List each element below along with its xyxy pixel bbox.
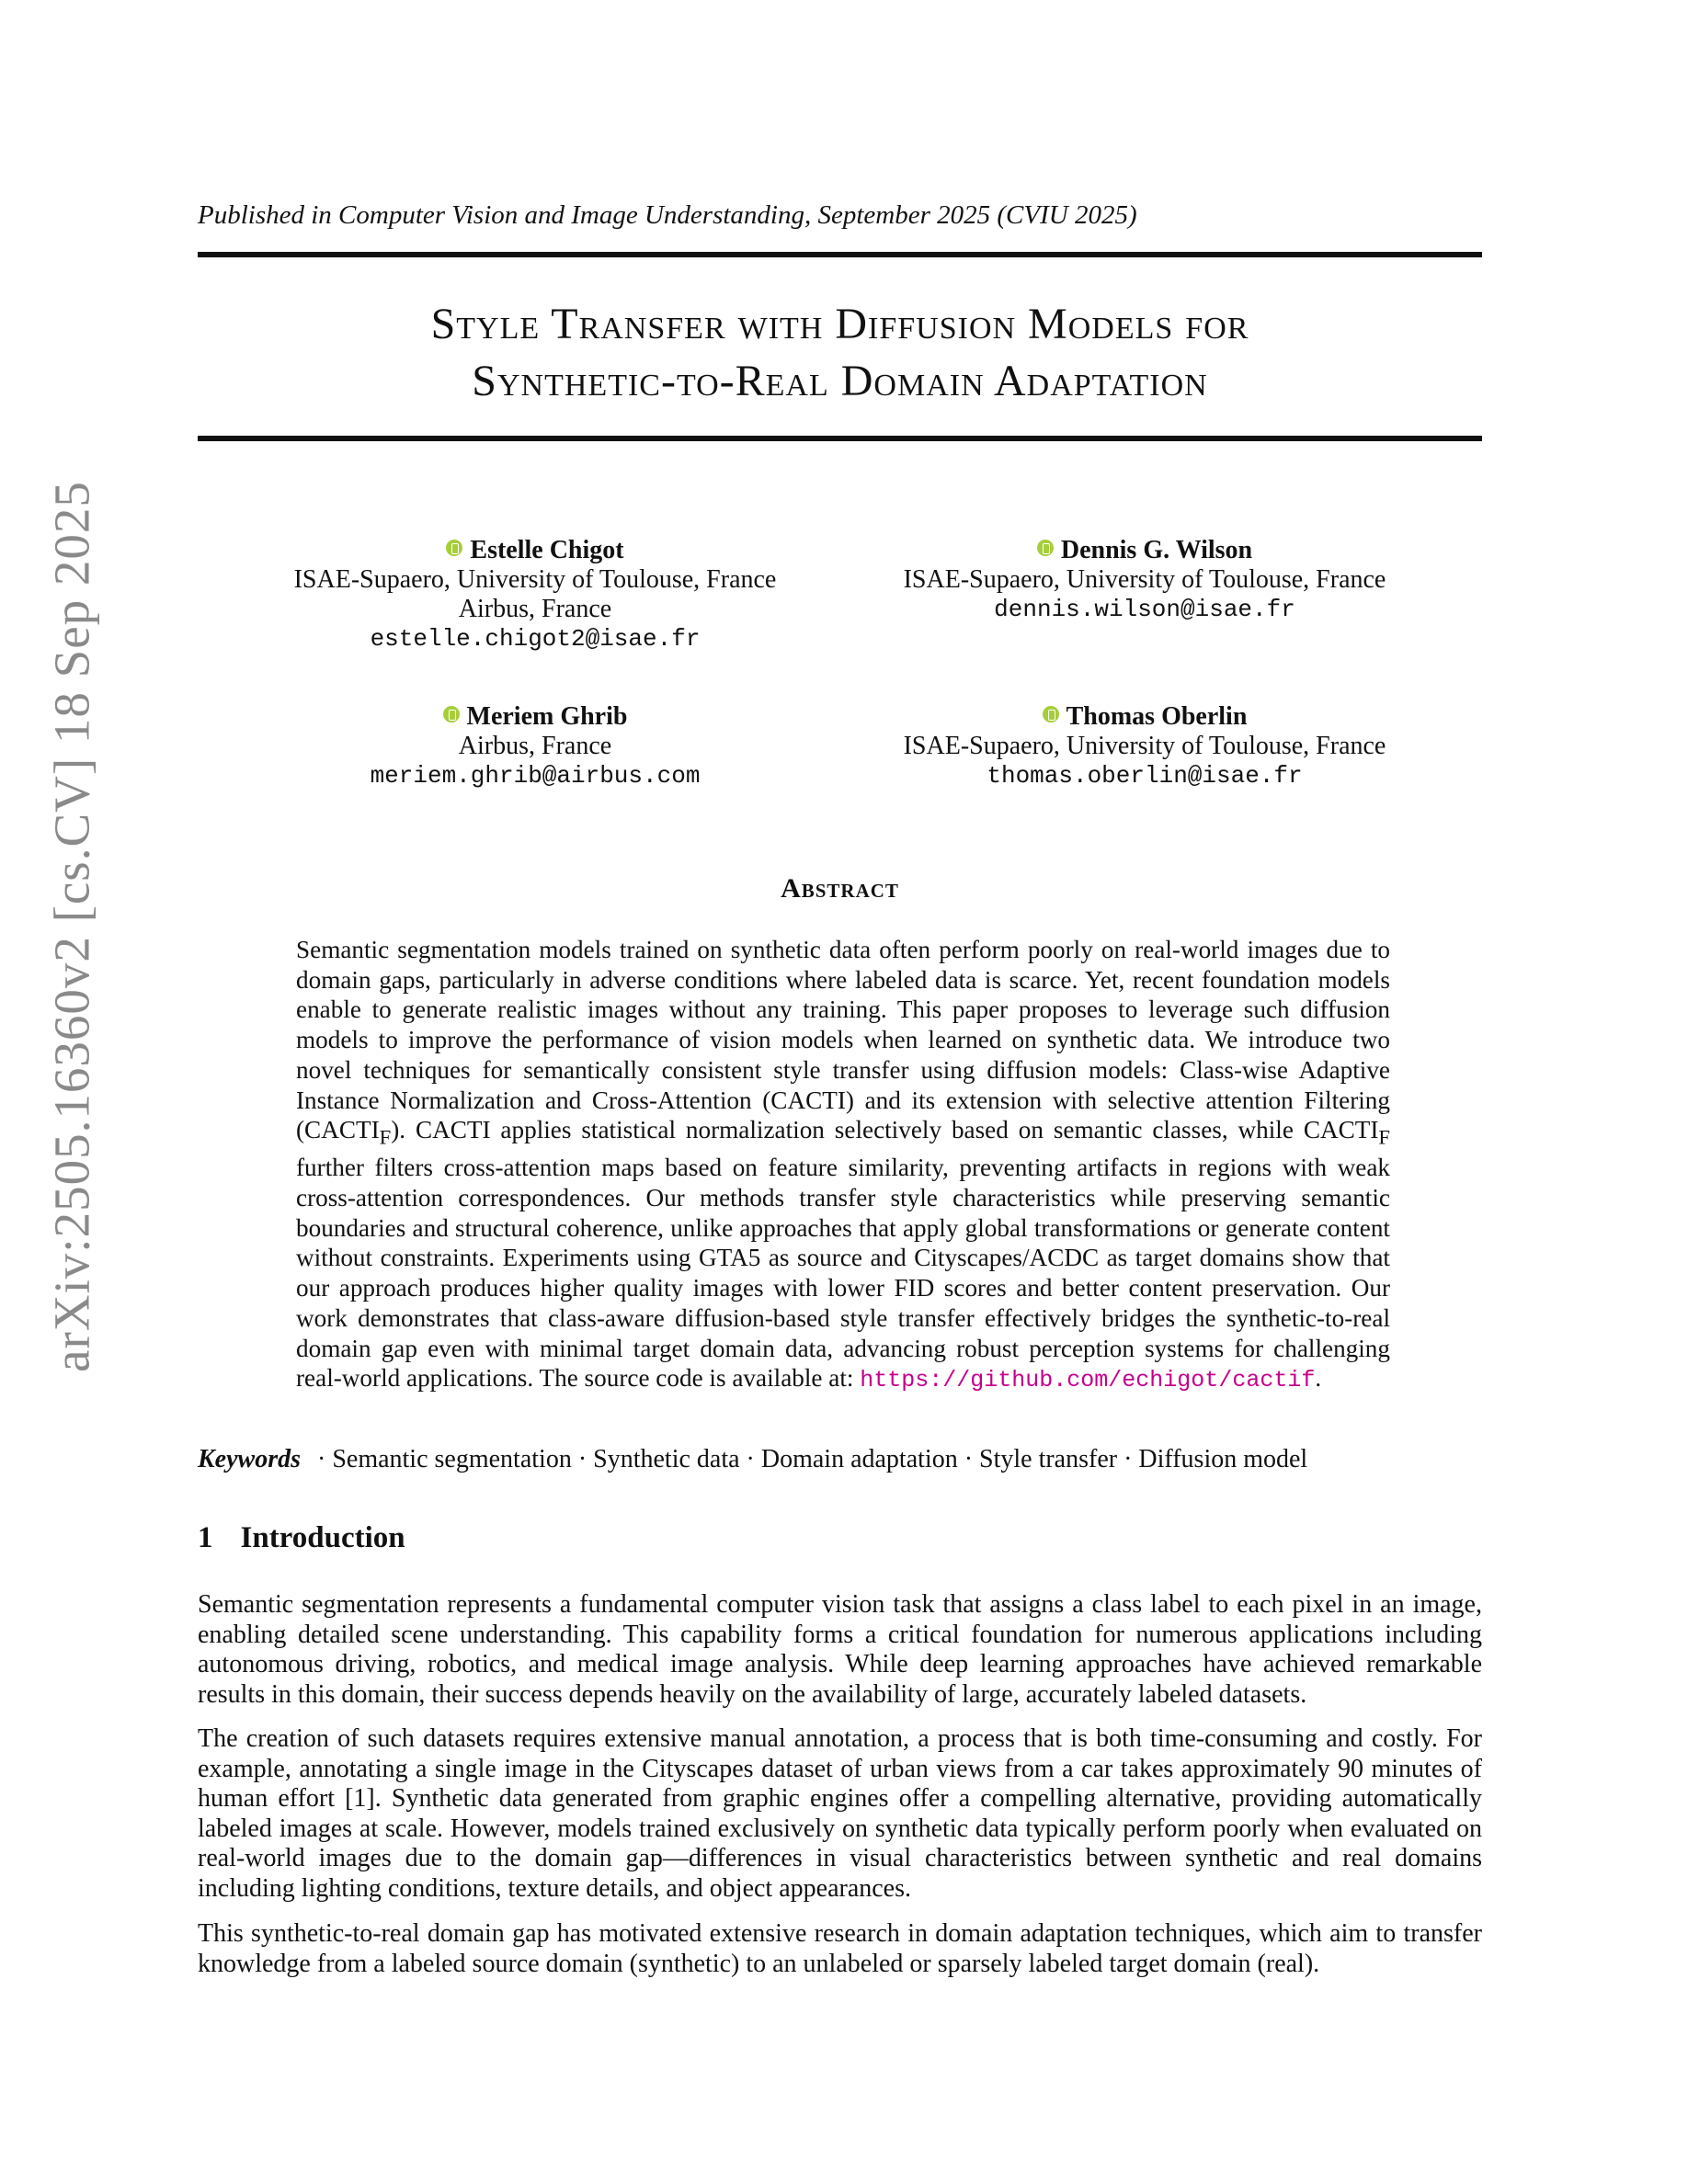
- abstract-text: further filters cross-attention maps based on feature similarity, preventing artifacts in regions with weak cross-attention correspondences. Our methods transfer style characteristics while preserving semantic boundaries and structural coherence, unlike approaches that apply global transformations or generate content without constraints. Experiments using GTA5 as source and Cityscapes/ACDC as target domains show that our approach produces higher quality images with lower FID scores and better content preservation. Our work demonstrates that class-aware diffusion-based style transfer effectively bridges the synthetic-to-real domain gap even with minimal target domain data, advancing robust perception systems for challenging real-world applications. The source code is available at:: [296, 1154, 1390, 1393]
- subscript-f: F: [1378, 1125, 1390, 1149]
- subscript-f: F: [379, 1125, 392, 1149]
- abstract-text: ). CACTI applies statistical normalization selectively based on semantic classes, while CACTI: [391, 1116, 1379, 1144]
- paper-title: [198, 296, 1482, 410]
- orcid-icon[interactable]: [1043, 706, 1059, 722]
- title-line-2: Synthetic-to-Real Domain Adaptation: [472, 357, 1208, 405]
- author-affiliation: ISAE-Supaero, University of Toulouse, France: [903, 732, 1386, 760]
- top-rule: [198, 252, 1482, 257]
- orcid-icon[interactable]: [1037, 540, 1054, 556]
- author-email[interactable]: dennis.wilson@isae.fr: [994, 596, 1295, 623]
- title-line-1: Style Transfer with Diffusion Models for: [430, 300, 1249, 348]
- author-affiliation: Airbus, France: [458, 595, 612, 623]
- abstract-text: Semantic segmentation models trained on synthetic data often perform poorly on real-world images due to domain gaps, particularly in adverse conditions where labeled data is scarce. Yet, recent foundation models enable to generate realistic images without any training. This paper proposes to leverage such diffusion models to improve the performance of vision models when learned on synthetic data. We introduce two novel techniques for semantically consistent style transfer using diffusion models: Class-wise Adaptive Instance Normalization and Cross-Attention (CACTI) and its extension with selective attention Filtering (CACTI: [296, 936, 1390, 1144]
- keywords-line: [198, 1445, 1307, 1474]
- author-block: [850, 536, 1439, 624]
- body-paragraph: The creation of such datasets requires extensive manual annotation, a process that is both time-consuming and costly. For example, annotating a single image in the Cityscapes dataset of urban views from a car takes approximately 90 minutes of human effort [1]. Synthetic data generated from graphic engines offer a compelling alternative, providing automatically labeled images at scale. However, models trained exclusively on synthetic data typically perform poorly when evaluated on real-world images due to the domain gap—differences in visual characteristics between synthetic and real domains including lighting conditions, texture details, and object appearances.: [198, 1724, 1482, 1903]
- abstract-body: [296, 935, 1390, 1396]
- bottom-rule: [198, 436, 1482, 441]
- author-email[interactable]: meriem.ghrib@airbus.com: [370, 762, 701, 790]
- orcid-icon[interactable]: [443, 706, 460, 722]
- abstract-end: .: [1315, 1364, 1322, 1393]
- author-email[interactable]: estelle.chigot2@isae.fr: [370, 625, 701, 653]
- journal-header: Published in Computer Vision and Image Understanding, September 2025 (CVIU 2025): [198, 200, 1137, 230]
- author-affiliation: ISAE-Supaero, University of Toulouse, France: [903, 565, 1386, 594]
- body-paragraph: Semantic segmentation represents a fundamental computer vision task that assigns a class label to each pixel in an image, enabling detailed scene understanding. This capability forms a critical foundation for numerous applications including autonomous driving, robotics, and medical image analysis. While deep learning approaches have achieved remarkable results in this domain, their success depends heavily on the availability of large, accurately labeled datasets.: [198, 1590, 1482, 1709]
- orcid-icon[interactable]: [446, 540, 462, 556]
- section-heading: [198, 1521, 405, 1555]
- section-title: Introduction: [240, 1521, 405, 1554]
- abstract-heading: Abstract: [781, 873, 899, 904]
- keywords-label: Keywords: [198, 1445, 301, 1473]
- author-name: Thomas Oberlin: [1066, 702, 1248, 731]
- author-block: [241, 536, 829, 654]
- source-code-link[interactable]: https://github.com/echigot/cactif: [860, 1367, 1316, 1394]
- author-email[interactable]: thomas.oberlin@isae.fr: [987, 762, 1303, 790]
- author-name: Estelle Chigot: [470, 536, 624, 564]
- keywords-text: · Semantic segmentation · Synthetic data · Domain adaptation · Style transfer · Diffusion model: [317, 1445, 1308, 1473]
- body-paragraph: This synthetic-to-real domain gap has motivated extensive research in domain adaptation techniques, which aim to transfer knowledge from a labeled source domain (synthetic) to an unlabeled or sparsely labeled target domain (real).: [198, 1919, 1482, 1978]
- arxiv-sidebar: [0, 0, 129, 2184]
- author-affiliation: ISAE-Supaero, University of Toulouse, France: [293, 565, 777, 594]
- author-block: [241, 702, 829, 791]
- arxiv-identifier: arXiv:2505.16360v2 [cs.CV] 18 Sep 2025: [43, 481, 100, 1372]
- section-number: 1: [198, 1521, 213, 1554]
- author-name: Dennis G. Wilson: [1060, 536, 1253, 564]
- author-affiliation: Airbus, France: [458, 732, 612, 760]
- author-name: Meriem Ghrib: [466, 702, 628, 731]
- author-block: [850, 702, 1439, 791]
